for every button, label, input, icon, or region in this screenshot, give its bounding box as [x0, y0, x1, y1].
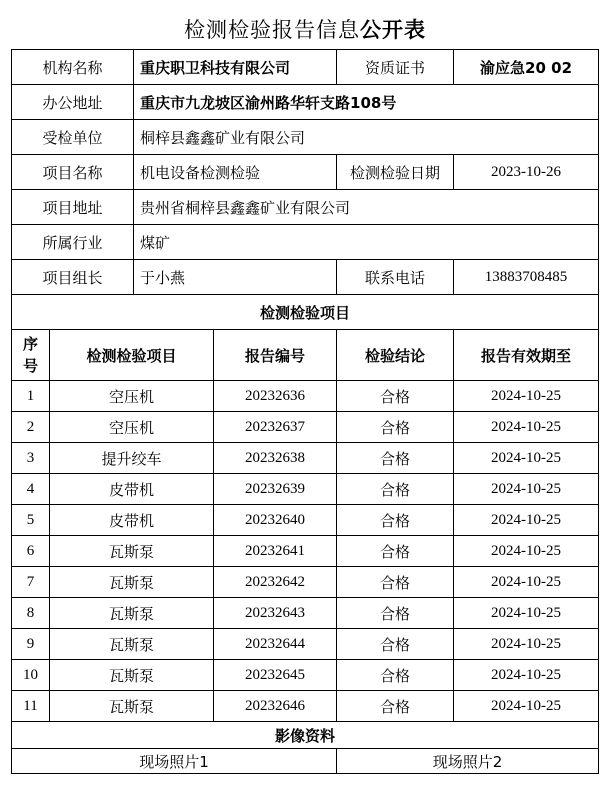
item-cell: 皮带机 [50, 505, 214, 536]
report-no-cell: 20232637 [214, 412, 337, 443]
valid-until-cell: 2024-10-25 [454, 443, 599, 474]
report-no-cell: 20232636 [214, 381, 337, 412]
item-cell: 空压机 [50, 381, 214, 412]
table-row [12, 381, 599, 412]
seq-cell: 8 [12, 598, 50, 629]
valid-until-cell: 2024-10-25 [454, 660, 599, 691]
table-row [12, 505, 599, 536]
image-section-title: 影像资料 [12, 722, 599, 749]
page-title: 检测检验报告信息公开表 [184, 18, 426, 42]
seq-cell: 11 [12, 691, 50, 722]
industry-value: 煤矿 [134, 225, 599, 260]
table-row [12, 660, 599, 691]
address-row [12, 85, 599, 120]
phone-label: 联系电话 [337, 260, 454, 295]
item-cell: 瓦斯泵 [50, 536, 214, 567]
result-cell: 合格 [337, 691, 454, 722]
result-cell: 合格 [337, 381, 454, 412]
seq-cell: 10 [12, 660, 50, 691]
phone-value: 13883708485 [454, 260, 599, 295]
report-no-cell: 20232638 [214, 443, 337, 474]
project-name-value: 机电设备检测检验 [134, 155, 337, 190]
result-cell: 合格 [337, 567, 454, 598]
col-item: 检测检验项目 [50, 330, 214, 381]
report-no-cell: 20232646 [214, 691, 337, 722]
cert-value: 渝应急20 02 [454, 50, 599, 85]
valid-until-cell: 2024-10-25 [454, 474, 599, 505]
industry-label: 所属行业 [12, 225, 134, 260]
report-no-cell: 20232641 [214, 536, 337, 567]
items-section-row [12, 295, 599, 330]
col-report-no: 报告编号 [214, 330, 337, 381]
item-cell: 瓦斯泵 [50, 691, 214, 722]
seq-cell: 9 [12, 629, 50, 660]
valid-until-cell: 2024-10-25 [454, 567, 599, 598]
result-cell: 合格 [337, 629, 454, 660]
report-no-cell: 20232644 [214, 629, 337, 660]
inspection-date-value: 2023-10-26 [454, 155, 599, 190]
items-header-row [12, 330, 599, 381]
valid-until-cell: 2024-10-25 [454, 691, 599, 722]
office-address-label: 办公地址 [12, 85, 134, 120]
photo-1-label: 现场照片1 [12, 749, 337, 774]
unit-row [12, 120, 599, 155]
items-section-title: 检测检验项目 [12, 295, 599, 330]
photo-row [12, 749, 599, 774]
valid-until-cell: 2024-10-25 [454, 412, 599, 443]
valid-until-cell: 2024-10-25 [454, 536, 599, 567]
seq-cell: 5 [12, 505, 50, 536]
result-cell: 合格 [337, 505, 454, 536]
table-row [12, 536, 599, 567]
table-row [12, 629, 599, 660]
inspection-date-label: 检测检验日期 [337, 155, 454, 190]
project-address-label: 项目地址 [12, 190, 134, 225]
valid-until-cell: 2024-10-25 [454, 629, 599, 660]
seq-cell: 3 [12, 443, 50, 474]
result-cell: 合格 [337, 412, 454, 443]
leader-row [12, 260, 599, 295]
result-cell: 合格 [337, 660, 454, 691]
cert-label: 资质证书 [337, 50, 454, 85]
col-valid-until: 报告有效期至 [454, 330, 599, 381]
report-info-table [11, 49, 599, 774]
result-cell: 合格 [337, 443, 454, 474]
table-row [12, 691, 599, 722]
item-cell: 空压机 [50, 412, 214, 443]
table-row [12, 443, 599, 474]
project-address-value: 贵州省桐梓县鑫鑫矿业有限公司 [134, 190, 599, 225]
photo-2-label: 现场照片2 [337, 749, 599, 774]
org-row [12, 50, 599, 85]
item-cell: 瓦斯泵 [50, 567, 214, 598]
leader-label: 项目组长 [12, 260, 134, 295]
table-row [12, 412, 599, 443]
item-cell: 瓦斯泵 [50, 660, 214, 691]
unit-label: 受检单位 [12, 120, 134, 155]
valid-until-cell: 2024-10-25 [454, 381, 599, 412]
image-section-row [12, 722, 599, 749]
report-no-cell: 20232643 [214, 598, 337, 629]
item-cell: 瓦斯泵 [50, 629, 214, 660]
seq-cell: 1 [12, 381, 50, 412]
org-name-label: 机构名称 [12, 50, 134, 85]
seq-cell: 7 [12, 567, 50, 598]
project-name-row [12, 155, 599, 190]
col-result: 检验结论 [337, 330, 454, 381]
valid-until-cell: 2024-10-25 [454, 598, 599, 629]
result-cell: 合格 [337, 536, 454, 567]
office-address-value: 重庆市九龙坡区渝州路华轩支路108号 [134, 85, 599, 120]
item-cell: 提升绞车 [50, 443, 214, 474]
leader-value: 于小燕 [134, 260, 337, 295]
valid-until-cell: 2024-10-25 [454, 505, 599, 536]
org-name-value: 重庆职卫科技有限公司 [134, 50, 337, 85]
seq-cell: 4 [12, 474, 50, 505]
industry-row [12, 225, 599, 260]
report-no-cell: 20232640 [214, 505, 337, 536]
table-row [12, 598, 599, 629]
col-seq: 序号 [12, 330, 50, 381]
report-no-cell: 20232639 [214, 474, 337, 505]
result-cell: 合格 [337, 474, 454, 505]
seq-cell: 6 [12, 536, 50, 567]
report-no-cell: 20232645 [214, 660, 337, 691]
seq-cell: 2 [12, 412, 50, 443]
table-row [12, 474, 599, 505]
report-no-cell: 20232642 [214, 567, 337, 598]
item-cell: 瓦斯泵 [50, 598, 214, 629]
project-address-row [12, 190, 599, 225]
result-cell: 合格 [337, 598, 454, 629]
item-cell: 皮带机 [50, 474, 214, 505]
unit-value: 桐梓县鑫鑫矿业有限公司 [134, 120, 599, 155]
project-name-label: 项目名称 [12, 155, 134, 190]
table-row [12, 567, 599, 598]
